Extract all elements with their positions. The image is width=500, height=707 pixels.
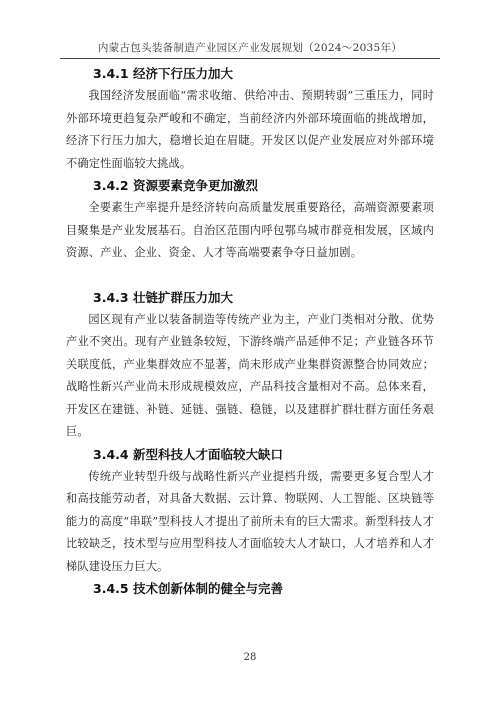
section-3-4-3 <box>66 287 434 444</box>
page-number: 28 <box>243 652 257 663</box>
section-heading: 3.4.3 壮链扩群压力加大 <box>93 289 233 305</box>
section-paragraph: 传统产业转型升级与战略性新兴产业提档升级，需要更多复合型人才和高技能劳动者，对具备大数据、云计算、物联网、人工智能、区块链等能力的高度“串联”型科技人才提出了前所未有的巨大需求。新型科技人才比较缺乏，技术型与应用型科技人才面临较大人才缺口，人才培养和人才梯队建设压力巨大。 <box>66 469 434 573</box>
document-body <box>66 63 434 600</box>
section-paragraph: 全要素生产率提升是经济转向高质量发展重要路径，高端资源要素项目聚集是产业发展基石。自治区范围内呼包鄂乌城市群竞相发展，区域内资源、产业、企业、资金、人才等高端要素争夺日益加剧。 <box>66 201 434 259</box>
section-3-4-1 <box>66 63 434 175</box>
section-paragraph: 我国经济发展面临“需求收缩、供给冲击、预期转弱”三重压力，同时外部环境更趋复杂严峻和不确定，当前经济内外部环境面临的挑战增加，经济下行压力加大，稳增长迫在眉睫。开发区以促产业发展应对外部环境不确定性面临较大挑战。 <box>66 89 434 170</box>
section-3-4-4 <box>66 444 434 579</box>
section-heading: 3.4.2 资源要素竞争更加激烈 <box>93 178 258 193</box>
section-3-4-2 <box>66 175 434 265</box>
section-paragraph: 园区现有产业以装备制造等传统产业为主，产业门类相对分散、优势产业不突出。现有产业链条较短，下游终端产品延伸不足；产业链各环节关联度低，产业集群效应不显著，尚未形成产业集群资源整合协同效应；战略性新兴产业尚未形成规模效应，产品科技含量相对不高。总体来看，开发区在建链、补链、延链、强链、稳链，以及建群扩群壮群方面任务艰巨。 <box>66 312 434 438</box>
section-heading: 3.4.4 新型科技人才面临较大缺口 <box>93 446 283 462</box>
section-3-4-5 <box>66 578 434 600</box>
running-header: 内蒙古包头装备制造产业园区产业发展规划（2024～2035年） <box>97 42 403 54</box>
section-heading: 3.4.5 技术创新体制的健全与完善 <box>93 581 283 596</box>
header-rule <box>60 58 440 59</box>
blank-spacer <box>66 265 434 287</box>
section-heading: 3.4.1 经济下行压力加大 <box>93 66 233 81</box>
